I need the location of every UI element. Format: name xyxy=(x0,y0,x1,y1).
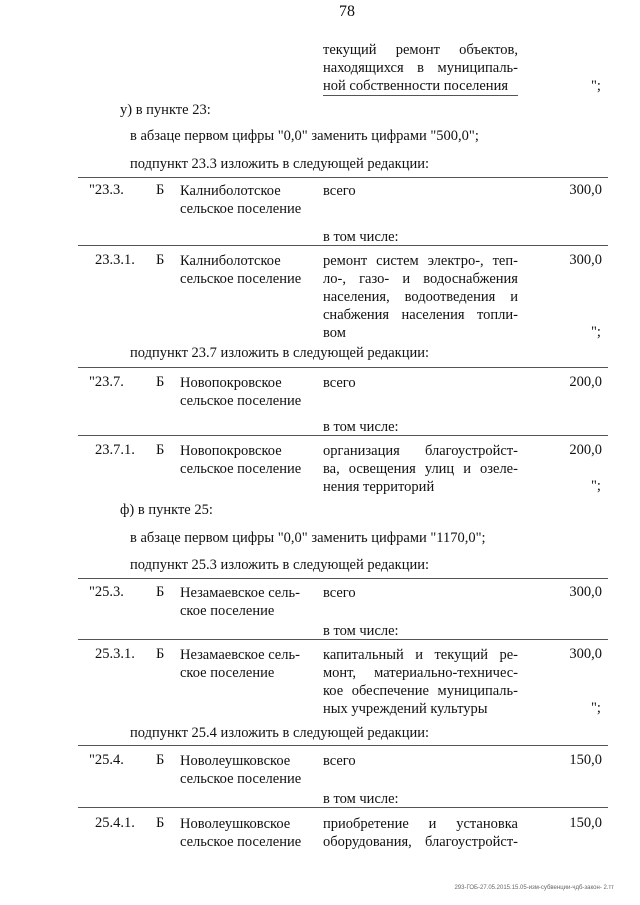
table-rule xyxy=(78,578,608,579)
row-category: Б xyxy=(156,584,165,600)
word: и xyxy=(463,461,471,477)
recipient-line: сельское поселение xyxy=(180,271,302,287)
word: ремонт xyxy=(395,42,440,58)
row-code: "25.3. xyxy=(89,584,124,600)
row-purpose: всего xyxy=(323,753,356,769)
row-purpose xyxy=(323,442,518,496)
sub-25-4-heading: подпункт 25.4 изложить в следующей редакции: xyxy=(130,725,430,741)
table-rule xyxy=(78,807,608,808)
recipient-line: сельское поселение xyxy=(180,461,302,477)
word: снабжения xyxy=(323,307,390,323)
word: приобретение xyxy=(323,816,409,832)
word: населения xyxy=(401,307,465,323)
word: обеспечение xyxy=(351,683,429,699)
word: материально-техничес- xyxy=(374,665,518,681)
word: систем xyxy=(376,253,419,269)
word: муниципаль- xyxy=(437,683,518,699)
word: водоотведения xyxy=(404,289,496,305)
recipient-line: Новопокровское xyxy=(180,375,282,391)
recipient-line: Новопокровское xyxy=(180,443,282,459)
recipient-line: Незамаевское сель- xyxy=(180,585,300,601)
word: электро-, xyxy=(427,253,484,269)
row-purpose xyxy=(323,252,518,342)
row-amount: 300,0 xyxy=(569,646,602,662)
closing-quote: "; xyxy=(591,700,601,716)
row-category: Б xyxy=(156,442,165,458)
closing-quote: "; xyxy=(591,478,601,494)
recipient-line: сельское поселение xyxy=(180,771,302,787)
word: ва, xyxy=(323,461,340,477)
row-amount: 150,0 xyxy=(569,752,602,768)
row-category: Б xyxy=(156,646,165,662)
word: организация xyxy=(323,443,400,459)
row-purpose xyxy=(323,815,518,851)
word: кое xyxy=(323,683,344,699)
row-code: "25.4. xyxy=(89,752,124,768)
word: установка xyxy=(456,816,518,832)
word: текущий xyxy=(434,647,488,663)
word: и xyxy=(402,271,411,287)
including-label: в том числе: xyxy=(323,791,399,807)
item-f-change: в абзаце первом цифры "0,0" заменить цифрами "1170,0"; xyxy=(130,530,486,546)
closing-quote: "; xyxy=(591,324,601,340)
word: ремонт xyxy=(323,253,368,269)
word: и xyxy=(510,289,518,305)
row-amount: 200,0 xyxy=(569,442,602,458)
recipient-line: Калниболотское xyxy=(180,253,281,269)
word: нения территорий xyxy=(323,479,435,495)
row-category: Б xyxy=(156,374,165,390)
row-code: 23.7.1. xyxy=(95,442,135,458)
table-rule xyxy=(78,639,608,640)
row-category: Б xyxy=(156,815,165,831)
recipient-line: Калниболотское xyxy=(180,183,281,199)
item-f-sub: подпункт 25.3 изложить в следующей редакции: xyxy=(130,557,430,573)
word: монт, xyxy=(323,665,357,681)
recipient-line: сельское поселение xyxy=(180,393,302,409)
row-category: Б xyxy=(156,252,165,268)
recipient-line: Новолеушковское xyxy=(180,753,291,769)
row-category: Б xyxy=(156,752,165,768)
row-amount: 200,0 xyxy=(569,374,602,390)
word: ной собственности поселения xyxy=(323,78,508,94)
item-u-sub: подпункт 23.3 изложить в следующей редакции: xyxy=(130,156,430,172)
item-u-change: в абзаце первом цифры "0,0" заменить цифрами "500,0"; xyxy=(130,128,479,144)
word: улиц xyxy=(424,461,455,477)
row-recipient xyxy=(180,646,300,682)
word: и xyxy=(415,647,423,663)
row-amount: 150,0 xyxy=(569,815,602,831)
item-f-heading: ф) в пункте 25: xyxy=(120,502,213,518)
row-purpose xyxy=(323,646,518,718)
footer-file-stamp: 293-ГОБ-27.05.2015.15.05-изм-субвенции-чдб-закон- 2.тт xyxy=(454,885,614,891)
word: ре- xyxy=(499,647,518,663)
word: вом xyxy=(323,325,346,341)
including-label: в том числе: xyxy=(323,419,399,435)
intro-line-1 xyxy=(323,42,518,59)
row-recipient xyxy=(180,252,301,288)
row-purpose: всего xyxy=(323,183,356,199)
row-recipient xyxy=(180,182,301,218)
row-code: 25.4.1. xyxy=(95,815,135,831)
underline-rule xyxy=(323,95,518,96)
word: озеле- xyxy=(480,461,518,477)
word: газо- xyxy=(359,271,390,287)
word: в xyxy=(417,60,425,76)
word: населения, xyxy=(323,289,390,305)
recipient-line: Незамаевское сель- xyxy=(180,647,300,663)
sub-23-7-heading: подпункт 23.7 изложить в следующей редакции: xyxy=(130,345,430,361)
word: топли- xyxy=(477,307,518,323)
word: освещения xyxy=(348,461,416,477)
row-code: 25.3.1. xyxy=(95,646,135,662)
word: водоснабжения xyxy=(423,271,518,287)
table-rule xyxy=(78,367,608,368)
word: капитальный xyxy=(323,647,404,663)
row-code: "23.3. xyxy=(89,182,124,198)
word: текущий xyxy=(323,42,377,58)
page-number: 78 xyxy=(339,3,355,20)
row-amount: 300,0 xyxy=(569,584,602,600)
closing-quote: "; xyxy=(591,78,601,94)
row-purpose: всего xyxy=(323,375,356,391)
table-rule xyxy=(78,245,608,246)
including-label: в том числе: xyxy=(323,623,399,639)
recipient-line: ское поселение xyxy=(180,603,275,619)
recipient-line: Новолеушковское xyxy=(180,816,291,832)
row-amount: 300,0 xyxy=(569,182,602,198)
row-amount: 300,0 xyxy=(569,252,602,268)
word: находящихся xyxy=(323,60,404,76)
word: благоустройст- xyxy=(424,834,518,850)
word: объектов, xyxy=(459,42,518,58)
recipient-line: сельское поселение xyxy=(180,201,302,217)
row-recipient xyxy=(180,815,301,851)
word: теп- xyxy=(492,253,518,269)
intro-line-3 xyxy=(323,78,518,95)
row-recipient xyxy=(180,374,301,410)
word: муниципаль- xyxy=(437,60,518,76)
row-category: Б xyxy=(156,182,165,198)
table-rule xyxy=(78,177,608,178)
word: оборудования, xyxy=(323,834,412,850)
including-label: в том числе: xyxy=(323,229,399,245)
row-code: 23.3.1. xyxy=(95,252,135,268)
row-code: "23.7. xyxy=(89,374,124,390)
row-recipient xyxy=(180,752,301,788)
intro-line-2 xyxy=(323,60,518,77)
table-rule xyxy=(78,745,608,746)
word: ло-, xyxy=(323,271,346,287)
word: ных учреждений культуры xyxy=(323,701,488,717)
recipient-line: сельское поселение xyxy=(180,834,302,850)
recipient-line: ское поселение xyxy=(180,665,275,681)
word: благоустройст- xyxy=(424,443,518,459)
item-u-heading: у) в пункте 23: xyxy=(120,102,211,118)
table-rule xyxy=(78,435,608,436)
word: и xyxy=(428,816,437,832)
row-purpose: всего xyxy=(323,585,356,601)
row-recipient xyxy=(180,442,301,478)
row-recipient xyxy=(180,584,300,620)
